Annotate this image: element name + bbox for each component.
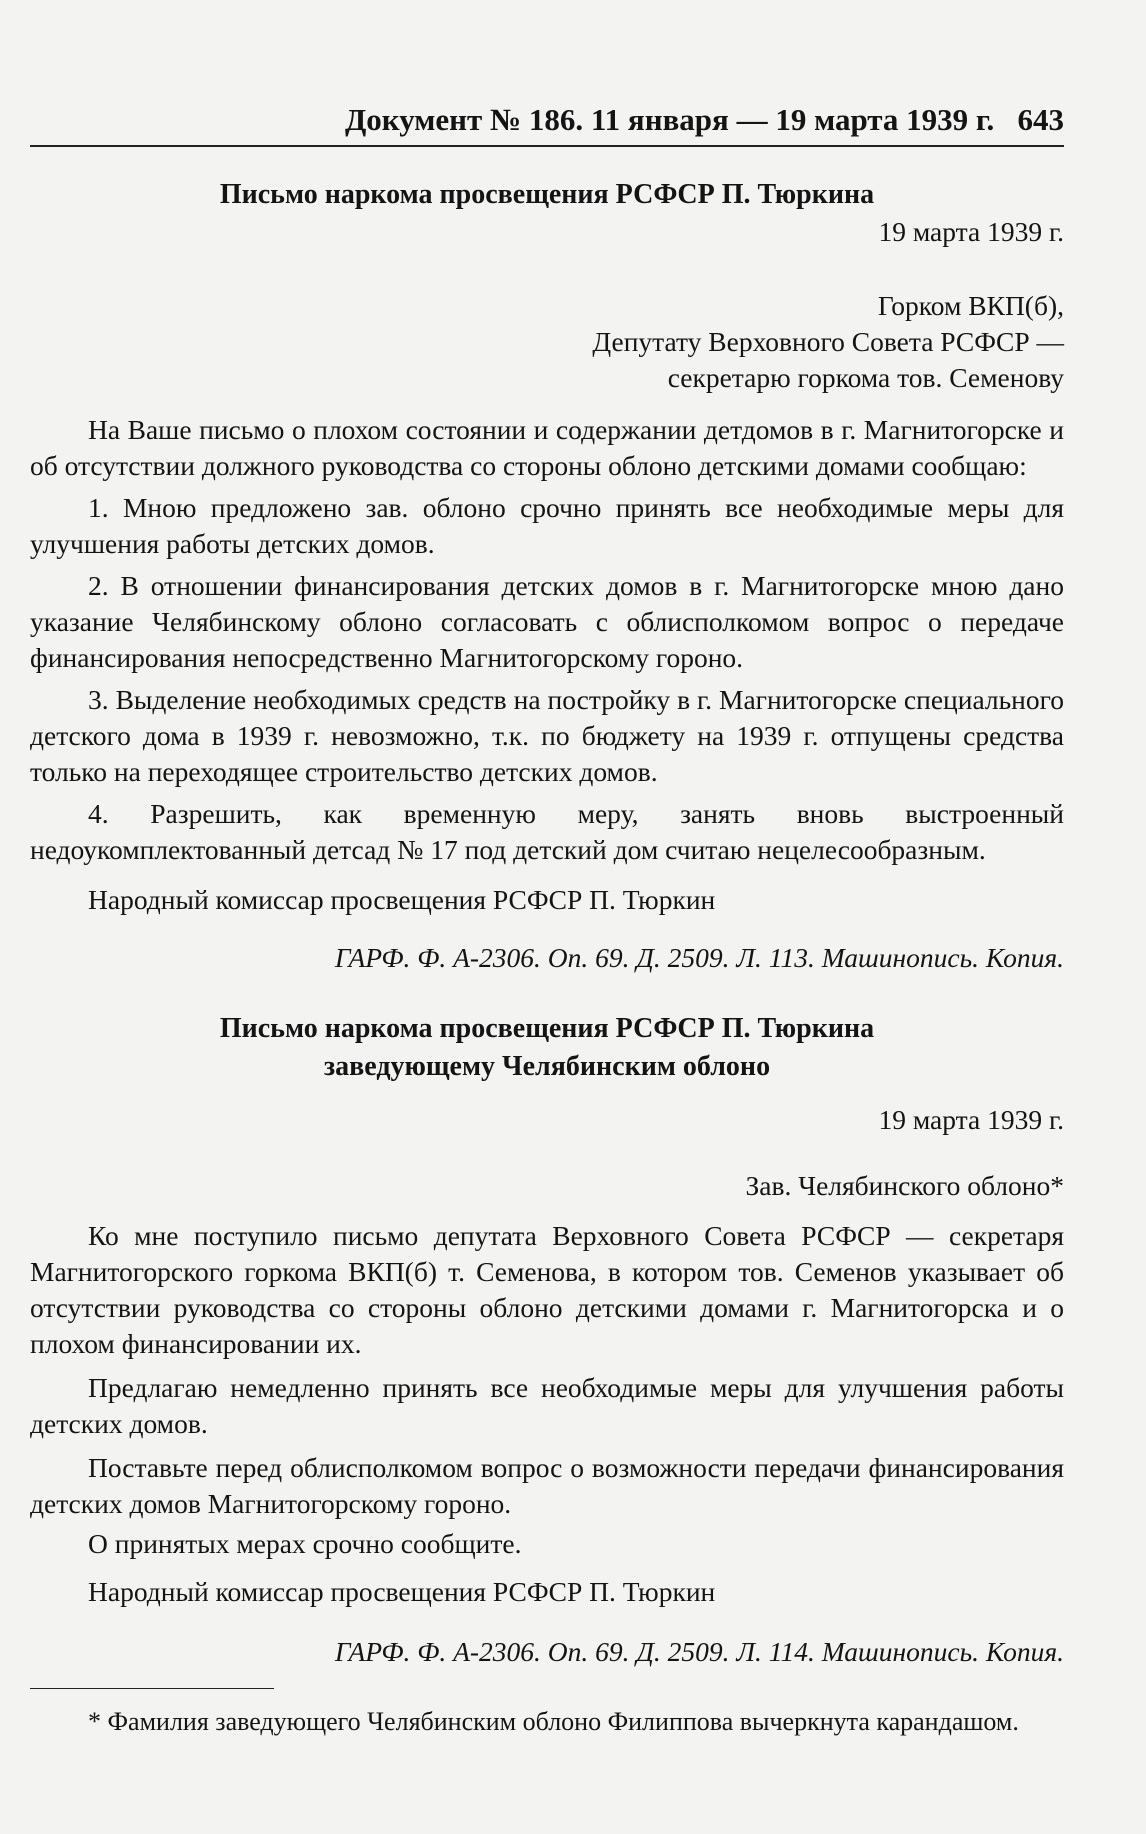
letter1-paragraph: 4. Разрешить, как временную меру, занять вновь выстроенный недоукомплектованный детсад № 17 под детский дом считаю нецелесообразным. [30, 798, 1064, 865]
footnote-rule [30, 1688, 274, 1689]
letter1-title: Письмо наркома просвещения РСФСР П. Тюркина [219, 179, 875, 210]
letter2-archival-source: ГАРФ. Ф. А-2306. Оп. 69. Д. 2509. Л. 114. Машинопись. Копия. [334, 1636, 1064, 1667]
running-header [30, 98, 1064, 142]
letter2-addressee: Зав. Челябинского облоно* [745, 1170, 1064, 1201]
header-title: Документ № 186. 11 января — 19 марта 1939 г. [344, 102, 995, 137]
letter2-title-line: заведующему Челябинским облоно [323, 1051, 771, 1082]
letter2-date: 19 марта 1939 г. [878, 1104, 1064, 1135]
letter1-addressee [30, 288, 1064, 396]
letter2-paragraph: Поставьте перед облисполкомом вопрос о возможности передачи финансирования детских домов Магнитогорскому гороно. [30, 1452, 1064, 1519]
letter2-signature: Народный комиссар просвещения РСФСР П. Тюркин [88, 1576, 716, 1607]
letter2-title-line: Письмо наркома просвещения РСФСР П. Тюркина [219, 1013, 875, 1044]
letter1-paragraph: 1. Мною предложено зав. облоно срочно принять все необходимые меры для улучшения работы детских домов. [30, 492, 1064, 559]
letter2-title [30, 1010, 1064, 1086]
letter1-paragraph: На Ваше письмо о плохом состоянии и содержании детдомов в г. Магнитогорске и об отсутствии должного руководства со стороны облоно детскими домами сообщаю: [30, 414, 1064, 481]
letter2-text [30, 1218, 1064, 1562]
letter1-text [30, 412, 1064, 868]
letter1-paragraph: 3. Выделение необходимых средств на постройку в г. Магнитогорске специального детского дома в 1939 г. невозможно, т.к. по бюджету на 1939 г. отпущены средства только на переходящее строительство детских домов. [30, 684, 1064, 787]
letter2-paragraph: Предлагаю немедленно принять все необходимые меры для улучшения работы детских домов. [30, 1372, 1064, 1439]
letter1-addressee-line: Горком ВКП(б), [877, 290, 1064, 321]
document-body [30, 176, 1064, 1739]
letter2-paragraph: Ко мне поступило письмо депутата Верховного Совета РСФСР — секретаря Магнитогорского горкома ВКП(б) т. Семенова, в котором тов. Семенов указывает об отсутствии руководства со стороны облоно детскими домами г. Магнитогорска и о плохом финансировании их. [30, 1220, 1064, 1359]
letter1-addressee-line: секретарю горкома тов. Семенову [667, 362, 1064, 393]
header-rule [30, 145, 1064, 147]
footnote: * Фамилия заведующего Челябинским облоно Филиппова вычеркнута карандашом. [88, 1707, 1019, 1736]
letter1-date: 19 марта 1939 г. [878, 216, 1064, 247]
letter2-paragraph: О принятых мерах срочно сообщите. [88, 1528, 522, 1559]
letter1-paragraph: 2. В отношении финансирования детских домов в г. Магнитогорске мною дано указание Челябинскому облоно согласовать с облисполкомом вопрос о передаче финансирования непосредственно Магнитогорскому гороно. [30, 570, 1064, 673]
letter1-addressee-line: Депутату Верховного Совета РСФСР — [592, 326, 1064, 357]
page-number: 643 [1017, 102, 1064, 137]
letter1-signature: Народный комиссар просвещения РСФСР П. Тюркин [88, 884, 716, 915]
letter1-archival-source: ГАРФ. Ф. А-2306. Оп. 69. Д. 2509. Л. 113. Машинопись. Копия. [334, 942, 1064, 973]
